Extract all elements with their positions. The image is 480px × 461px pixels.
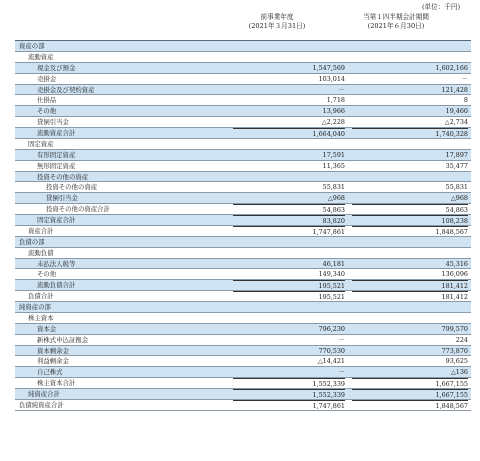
row-label: 負債の部 bbox=[19, 237, 45, 246]
current-quarter-value: 1,740,328 bbox=[352, 128, 468, 138]
row-label: 未払法人税等 bbox=[37, 259, 76, 268]
table-row bbox=[15, 356, 471, 367]
prior-year-value: 1,552,339 bbox=[233, 389, 345, 399]
row-label: 株主資本合計 bbox=[37, 379, 76, 388]
prior-year-value: 195,521 bbox=[233, 280, 345, 290]
current-quarter-value: △968 bbox=[450, 194, 468, 203]
table-row bbox=[15, 128, 471, 139]
prior-year-value: 796,230 bbox=[318, 324, 345, 333]
row-label: 負債合計 bbox=[28, 292, 54, 301]
row-label: 固定資産合計 bbox=[37, 216, 76, 224]
current-quarter-value: 799,570 bbox=[441, 324, 468, 333]
prior-year-value: 1,552,339 bbox=[233, 378, 345, 388]
table-row bbox=[15, 302, 471, 313]
row-label: 資本金 bbox=[37, 324, 57, 333]
row-label: 利益剰余金 bbox=[37, 357, 69, 366]
row-label: 貸倒引当金 bbox=[37, 118, 69, 127]
current-quarter-value: 1,667,155 bbox=[352, 378, 468, 388]
unit-note: (単位：千円) bbox=[421, 3, 461, 11]
table-row bbox=[15, 182, 471, 193]
table-row bbox=[15, 74, 471, 85]
current-quarter-value: 35,477 bbox=[445, 161, 468, 170]
table-row bbox=[15, 52, 471, 63]
prior-year-value: 83,820 bbox=[233, 215, 345, 225]
row-label: 売掛金及び契約資産 bbox=[37, 85, 95, 94]
table-row bbox=[15, 280, 471, 291]
current-quarter-value: 1,848,567 bbox=[352, 400, 468, 410]
row-label: 仕掛品 bbox=[37, 96, 57, 105]
current-quarter-value: 93,625 bbox=[445, 357, 468, 366]
row-label: 貸倒引当金 bbox=[46, 194, 78, 203]
prior-year-value: 770,530 bbox=[318, 346, 345, 355]
prior-year-value: 17,591 bbox=[322, 150, 345, 159]
current-quarter-value: － bbox=[461, 74, 468, 83]
column-header-current-quarter-date: (2021年６月30日) bbox=[367, 22, 425, 30]
prior-year-value: 13,966 bbox=[322, 107, 345, 116]
column-header-current-quarter bbox=[336, 13, 456, 31]
current-quarter-value: 224 bbox=[455, 335, 468, 344]
table-row bbox=[15, 85, 471, 96]
prior-year-value: 55,831 bbox=[322, 183, 345, 192]
current-quarter-value: 54,863 bbox=[352, 204, 468, 214]
row-label: 新株式申込証拠金 bbox=[37, 335, 89, 344]
prior-year-value: 11,365 bbox=[322, 161, 345, 170]
prior-year-value: 1,747,861 bbox=[233, 226, 345, 236]
prior-year-value: － bbox=[338, 368, 345, 377]
current-quarter-value: 19,460 bbox=[445, 107, 468, 116]
current-quarter-value: 108,238 bbox=[352, 215, 468, 225]
column-header-prior-year bbox=[217, 13, 337, 31]
current-quarter-value: 181,412 bbox=[352, 291, 468, 301]
prior-year-value: 1,718 bbox=[326, 96, 345, 105]
table-row bbox=[15, 150, 471, 161]
row-label: 投資その他の資産合計 bbox=[46, 205, 110, 214]
current-quarter-value: △2,734 bbox=[444, 118, 468, 127]
table-row bbox=[15, 400, 471, 411]
prior-year-value: 195,521 bbox=[233, 291, 345, 301]
prior-year-value: 1,547,569 bbox=[312, 63, 345, 72]
row-label: 流動資産合計 bbox=[37, 129, 76, 137]
row-label: 純資産の部 bbox=[19, 303, 51, 311]
table-row bbox=[15, 161, 471, 172]
table-row bbox=[15, 313, 471, 324]
balance-sheet-table bbox=[15, 40, 471, 411]
table-row bbox=[15, 237, 471, 248]
row-label: 無形固定資産 bbox=[37, 161, 76, 170]
row-label: 負債純資産合計 bbox=[19, 400, 64, 409]
row-label: 資産合計 bbox=[28, 226, 54, 235]
column-header-prior-year-title: 前事業年度 bbox=[260, 13, 294, 21]
prior-year-value: 103,014 bbox=[318, 74, 345, 83]
table-row bbox=[15, 226, 471, 237]
row-label: 投資その他の資産 bbox=[37, 172, 89, 181]
current-quarter-value: 121,428 bbox=[441, 85, 468, 94]
prior-year-value: － bbox=[338, 85, 345, 94]
column-header-current-quarter-title: 当第１四半期会計期間 bbox=[363, 13, 429, 21]
table-row bbox=[15, 139, 471, 150]
prior-year-value: △2,228 bbox=[321, 118, 345, 127]
column-header-prior-year-date: (2021年３月31日) bbox=[248, 22, 306, 30]
table-row bbox=[15, 389, 471, 400]
row-label: 投資その他の資産 bbox=[46, 183, 98, 192]
current-quarter-value: 17,897 bbox=[445, 150, 468, 159]
row-label: 固定資産 bbox=[28, 139, 54, 148]
prior-year-value: 149,340 bbox=[318, 270, 345, 279]
prior-year-value: 54,863 bbox=[233, 204, 345, 214]
current-quarter-value: 773,870 bbox=[441, 346, 468, 355]
row-label: 自己株式 bbox=[37, 368, 63, 377]
prior-year-value: △14,421 bbox=[317, 357, 345, 366]
prior-year-value: 1,664,040 bbox=[233, 128, 345, 138]
current-quarter-value: 1,602,166 bbox=[435, 63, 468, 72]
table-row bbox=[15, 204, 471, 215]
table-row bbox=[15, 63, 471, 74]
table-row bbox=[15, 335, 471, 346]
current-quarter-value: 1,848,567 bbox=[352, 226, 468, 236]
table-row bbox=[15, 172, 471, 183]
current-quarter-value: △136 bbox=[450, 368, 468, 377]
row-label: その他 bbox=[37, 270, 57, 279]
row-label: 純資産合計 bbox=[28, 390, 60, 398]
prior-year-value: 1,747,861 bbox=[233, 400, 345, 410]
table-row bbox=[15, 259, 471, 270]
table-row bbox=[15, 41, 471, 52]
row-label: 有形固定資産 bbox=[37, 150, 76, 159]
table-row bbox=[15, 95, 471, 106]
table-row bbox=[15, 215, 471, 226]
table-row bbox=[15, 324, 471, 335]
current-quarter-value: 181,412 bbox=[352, 280, 468, 290]
prior-year-value: 46,181 bbox=[322, 259, 345, 268]
table-row bbox=[15, 291, 471, 302]
prior-year-value: － bbox=[338, 335, 345, 344]
current-quarter-value: 136,096 bbox=[441, 270, 468, 279]
row-label: 現金及び預金 bbox=[37, 63, 76, 72]
table-row bbox=[15, 346, 471, 357]
row-label: 売掛金 bbox=[37, 74, 57, 83]
table-row bbox=[15, 248, 471, 259]
table-row bbox=[15, 106, 471, 117]
row-label: 資本剰余金 bbox=[37, 346, 69, 355]
table-row bbox=[15, 269, 471, 280]
current-quarter-value: 1,667,155 bbox=[352, 389, 468, 399]
current-quarter-value: 8 bbox=[463, 96, 468, 105]
current-quarter-value: 55,831 bbox=[445, 183, 468, 192]
row-label: その他 bbox=[37, 107, 57, 116]
row-label: 流動負債合計 bbox=[37, 281, 76, 290]
row-label: 資産の部 bbox=[19, 42, 45, 50]
row-label: 流動資産 bbox=[28, 52, 54, 61]
row-label: 株主資本 bbox=[28, 313, 54, 322]
row-label: 流動負債 bbox=[28, 248, 54, 257]
current-quarter-value: 45,316 bbox=[445, 259, 468, 268]
table-row bbox=[15, 378, 471, 389]
prior-year-value: △968 bbox=[327, 194, 345, 203]
table-row bbox=[15, 117, 471, 128]
table-row bbox=[15, 367, 471, 378]
table-row bbox=[15, 193, 471, 204]
